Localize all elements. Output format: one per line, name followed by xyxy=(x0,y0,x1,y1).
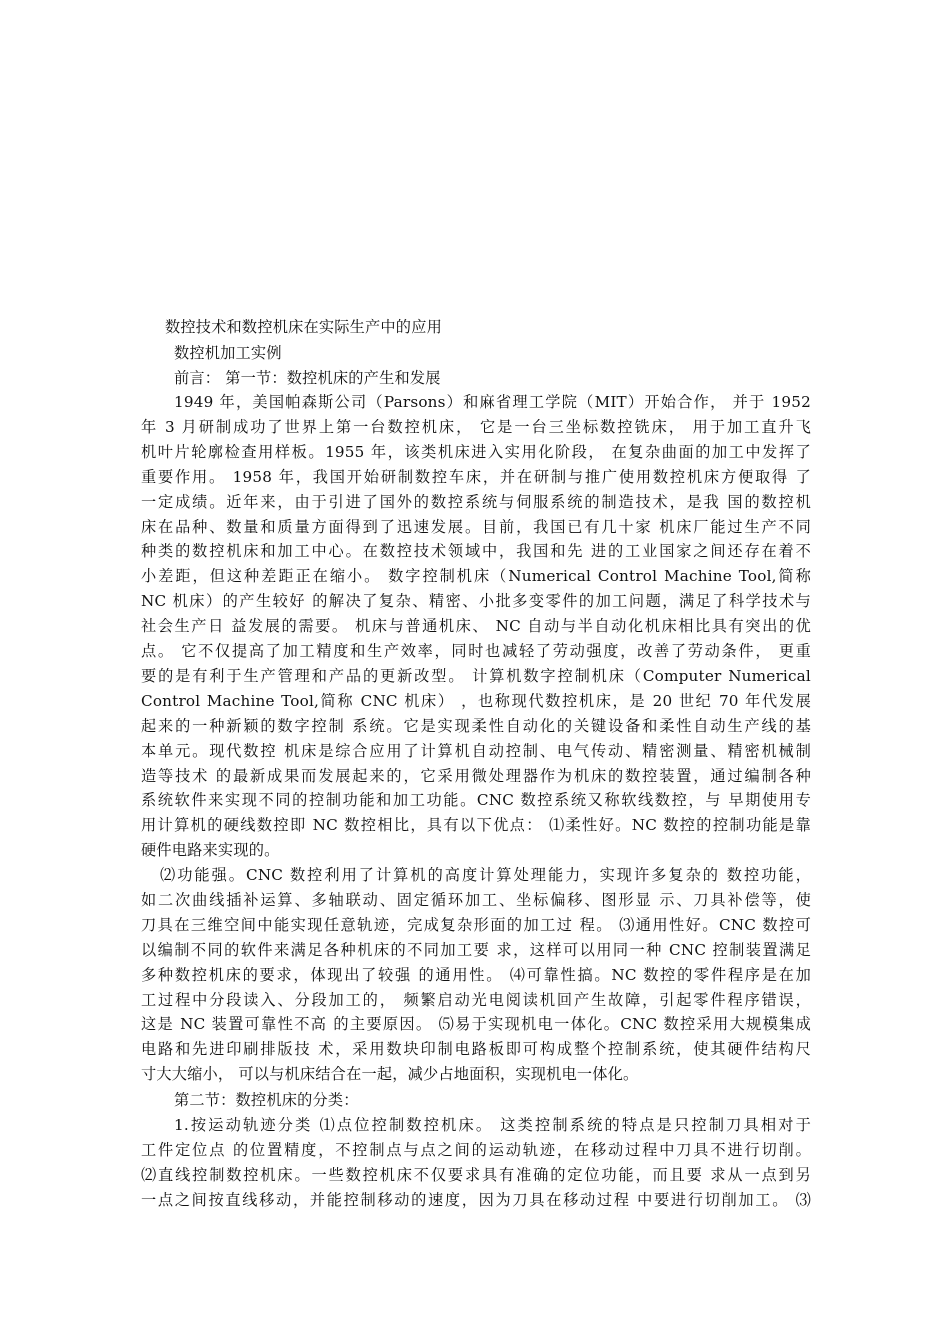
text-line: 机叶片轮廓检查用样板。1955 年，该类机床进入实用化阶段， 在复杂曲面的加工中发挥了 xyxy=(141,442,811,461)
text-line: ⑵直线控制数控机床。一些数控机床不仅要求具有准确的定位功能，而且要 求从一点到另 xyxy=(141,1165,811,1184)
text-line: 种类的数控机床和加工中心。在数控技术领域中，我国和先 进的工业国家之间还存在着不 xyxy=(141,542,811,561)
text-line: 工件定位点 的位置精度，不控制点与点之间的运动轨迹，在移动过程中刀具不进行切削。 xyxy=(141,1140,811,1159)
text-line: 本单元。现代数控 机床是综合应用了计算机自动控制、电气传动、精密测量、精密机械制 xyxy=(141,741,811,760)
text-line: 以编制不同的软件来满足各种机床的不同加工要 求，这样可以用同一种 CNC 控制装置满足 xyxy=(141,940,811,959)
text-line: 硬件电路来实现的。 xyxy=(141,841,280,860)
text-line: 多种数控机床的要求，体现出了较强 的通用性。 ⑷可靠性搞。NC 数控的零件程序是在加 xyxy=(141,965,811,984)
text-line: 点。 它不仅提高了加工精度和生产效率，同时也减轻了劳动强度，改善了劳动条件， 更重 xyxy=(141,642,811,660)
text-line: 一定成绩。近年来，由于引进了国外的数控系统与伺服系统的制造技术，是我 国的数控机 xyxy=(141,492,811,511)
text-line: 床在品种、数量和质量方面得到了迅速发展。目前，我国已有几十家 机床厂能过生产不同 xyxy=(141,517,811,536)
text-line: 寸大大缩小， 可以与机床结合在一起，减少占地面积，实现机电一体化。 xyxy=(141,1065,639,1084)
text-line: Control Machine Tool,简称 CNC 机床） ，也称现代数控机床，是 20 世纪 70 年代发展 xyxy=(141,691,811,710)
text-line: 年 3 月研制成功了世界上第一台数控机床， 它是一台三坐标数控铣床， 用于加工直升飞 xyxy=(141,417,811,436)
text-line: 起来的一种新颖的数字控制 系统。它是实现柔性自动化的关键设备和柔性自动生产线的基 xyxy=(141,716,811,735)
text-line: 如二次曲线插补运算、多轴联动、固定循环加工、坐标偏移、图形显 示、刀具补偿等，使 xyxy=(141,890,811,909)
section2-heading: 第二节：数控机床的分类： xyxy=(174,1091,359,1109)
text-line: 社会生产日 益发展的需要。 机床与普通机床、 NC 自动与半自动化机床相比具有突出的优 xyxy=(141,617,811,636)
text-line: NC 机床）的产生较好 的解决了复杂、精密、小批多变零件的加工问题，满足了科学技术与 xyxy=(141,592,811,611)
text-line: 重要作用。 1958 年，我国开始研制数控车床，并在研制与推广使用数控机床方便取得 了 xyxy=(141,467,811,486)
text-line: 工过程中分段读入、分段加工的， 频繁启动光电阅读机回产生故障，引起零件程序错误， xyxy=(141,990,811,1009)
document-title: 数控技术和数控机床在实际生产中的应用 xyxy=(165,318,442,336)
text-line: 系统软件来实现不同的控制功能和加工功能。CNC 数控系统又称软线数控，与 早期使用专 xyxy=(141,791,811,810)
preface-line: 前言： 第一节：数控机床的产生和发展 xyxy=(174,369,441,387)
text-line: 一点之间按直线移动，并能控制移动的速度，因为刀具在移动过程 中要进行切削加工。 ⑶ xyxy=(141,1190,811,1209)
text-line: ⑵功能强。CNC 数控利用了计算机的高度计算处理能力，实现许多复杂的 数控功能， xyxy=(160,866,811,884)
text-line: 1.按运动轨迹分类 ⑴点位控制数控机床。 这类控制系统的特点是只控制刀具相对于 xyxy=(174,1116,811,1134)
text-line: 要的是有利于生产管理和产品的更新改型。 计算机数字控制机床（Computer Numerical xyxy=(141,666,811,685)
text-line: 刀具在三维空间中能实现任意轨迹，完成复杂形面的加工过 程。 ⑶通用性好。CNC 数控可 xyxy=(141,915,811,934)
text-line: 电路和先进印刷排版技 术，采用数块印制电路板即可构成整个控制系统，使其硬件结构尺 xyxy=(141,1040,811,1059)
text-line: 这是 NC 装置可靠性不高 的主要原因。 ⑸易于实现机电一体化。CNC 数控采用大规模集成 xyxy=(141,1015,811,1034)
text-line: 用计算机的硬线数控即 NC 数控相比，具有以下优点： ⑴柔性好。NC 数控的控制功能是靠 xyxy=(141,816,811,835)
text-line: 1949 年，美国帕森斯公司（Parsons）和麻省理工学院（MIT）开始合作， 并于 1952 xyxy=(174,393,811,411)
document-subtitle: 数控机加工实例 xyxy=(174,344,282,362)
text-line: 造等技术 的最新成果而发展起来的，它采用微处理器作为机床的数控装置，通过编制各种 xyxy=(141,766,811,785)
text-line: 小差距，但这种差距正在缩小。 数字控制机床（Numerical Control Machine Tool,简称 xyxy=(141,567,811,586)
